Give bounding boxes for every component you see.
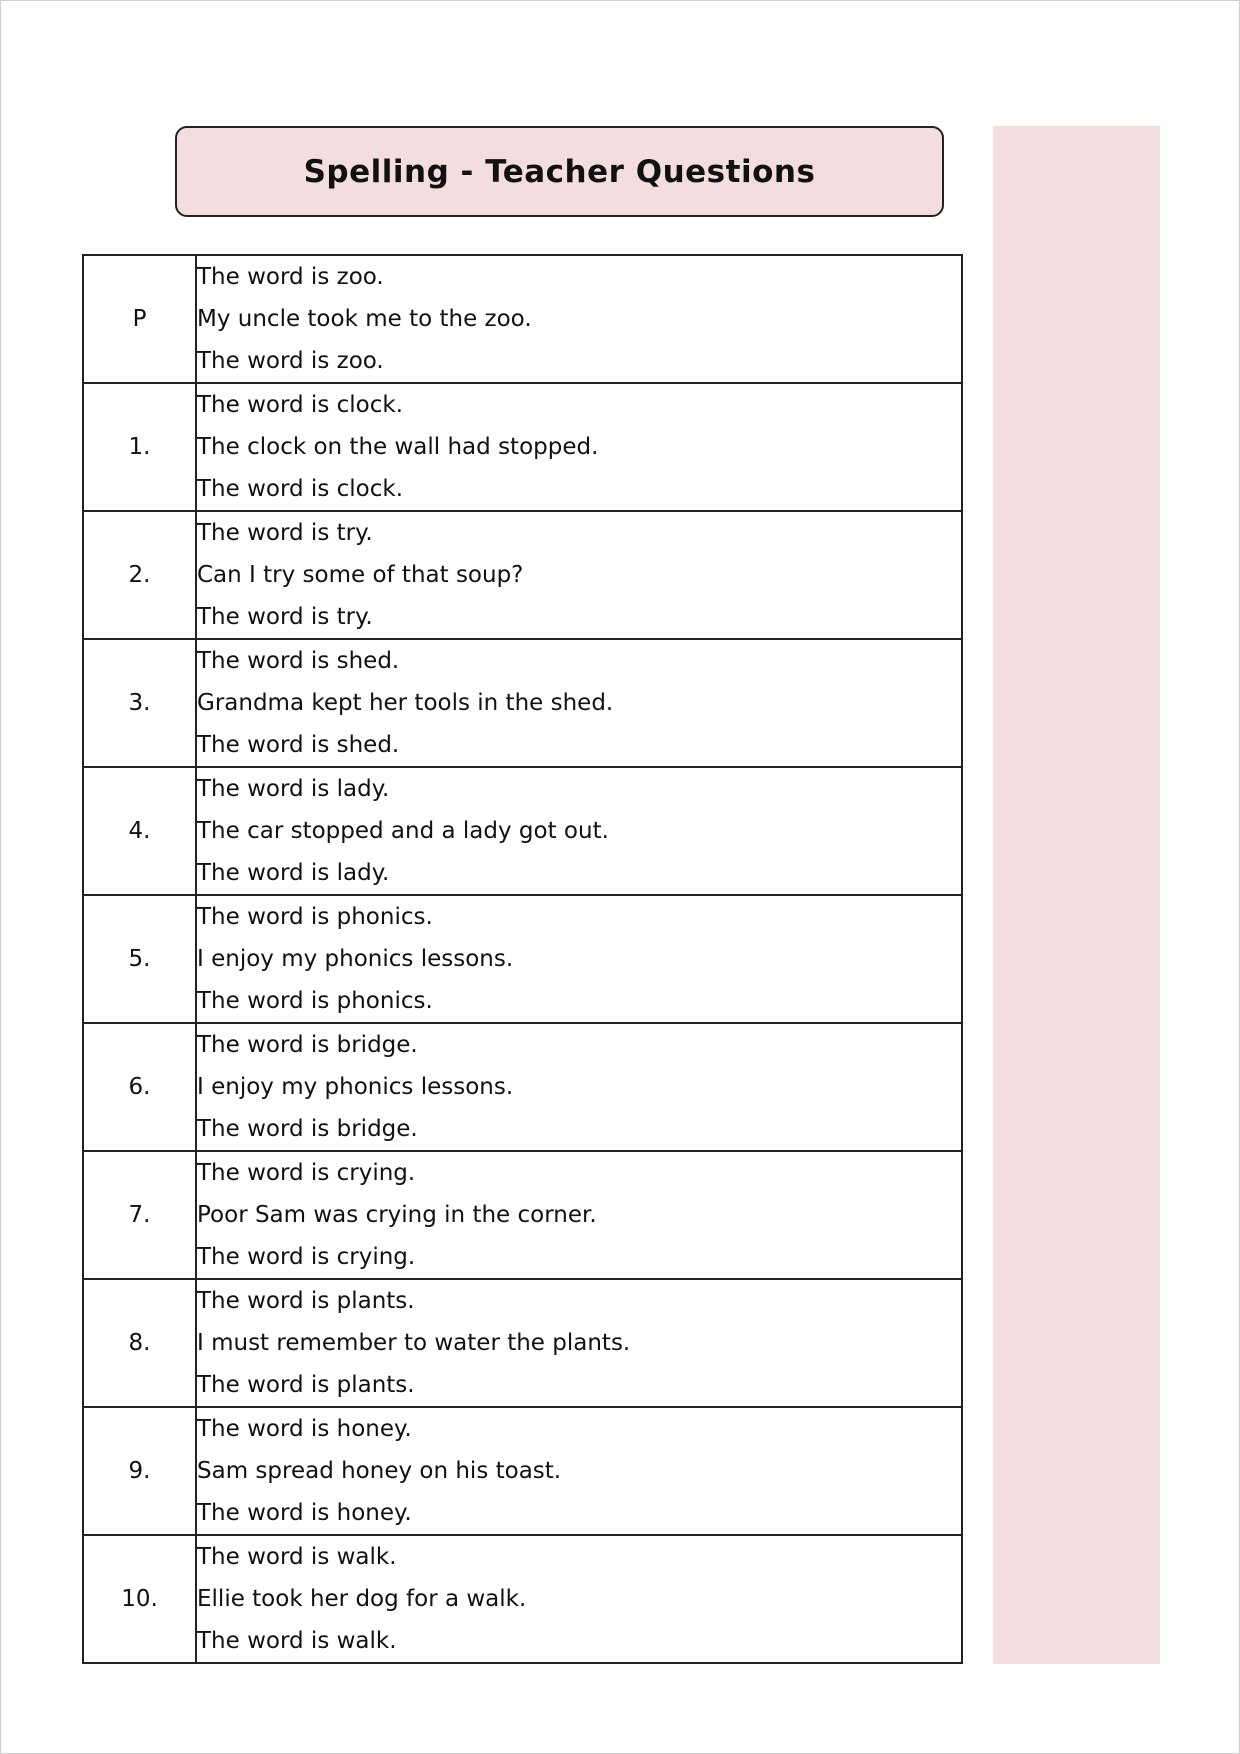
word-line: The word is plants. <box>197 1288 415 1314</box>
table-row <box>83 639 962 767</box>
question-number: 2. <box>83 511 196 639</box>
table-row <box>83 895 962 1023</box>
table-row <box>83 511 962 639</box>
table-row <box>83 1279 962 1407</box>
question-text <box>196 767 962 895</box>
page-title: Spelling - Teacher Questions <box>303 153 816 190</box>
question-text <box>196 1407 962 1535</box>
question-text <box>196 1023 962 1151</box>
question-number: 9. <box>83 1407 196 1535</box>
word-line: The word is bridge. <box>197 1116 418 1142</box>
question-number: 3. <box>83 639 196 767</box>
table-row <box>83 1535 962 1663</box>
question-number: 4. <box>83 767 196 895</box>
sentence-line: Can I try some of that soup? <box>197 562 524 588</box>
word-line: The word is walk. <box>197 1544 397 1570</box>
question-number: 1. <box>83 383 196 511</box>
question-text <box>196 1279 962 1407</box>
table-row <box>83 255 962 383</box>
word-line: The word is honey. <box>197 1416 412 1442</box>
word-line: The word is zoo. <box>197 348 384 374</box>
word-line: The word is phonics. <box>197 904 433 930</box>
sentence-line: Ellie took her dog for a walk. <box>197 1586 527 1612</box>
question-text <box>196 895 962 1023</box>
sentence-line: Poor Sam was crying in the corner. <box>197 1202 597 1228</box>
word-line: The word is bridge. <box>197 1032 418 1058</box>
question-text <box>196 255 962 383</box>
word-line: The word is honey. <box>197 1500 412 1526</box>
sentence-line: Sam spread honey on his toast. <box>197 1458 562 1484</box>
table-row <box>83 1151 962 1279</box>
word-line: The word is walk. <box>197 1628 397 1654</box>
word-line: The word is shed. <box>197 732 400 758</box>
question-number: 6. <box>83 1023 196 1151</box>
word-line: The word is try. <box>197 520 373 546</box>
word-line: The word is crying. <box>197 1160 416 1186</box>
word-line: The word is clock. <box>197 392 404 418</box>
word-line: The word is plants. <box>197 1372 415 1398</box>
word-line: The word is shed. <box>197 648 400 674</box>
side-panel <box>993 126 1160 1664</box>
question-number: 8. <box>83 1279 196 1407</box>
question-number: P <box>83 255 196 383</box>
table-row <box>83 1023 962 1151</box>
sentence-line: The car stopped and a lady got out. <box>197 818 609 844</box>
word-line: The word is try. <box>197 604 373 630</box>
word-line: The word is phonics. <box>197 988 433 1014</box>
word-line: The word is clock. <box>197 476 404 502</box>
word-line: The word is zoo. <box>197 264 384 290</box>
questions-table <box>82 254 963 1664</box>
question-number: 10. <box>83 1535 196 1663</box>
question-text <box>196 639 962 767</box>
question-text <box>196 1535 962 1663</box>
title-box <box>175 126 944 217</box>
sentence-line: My uncle took me to the zoo. <box>197 306 532 332</box>
sentence-line: Grandma kept her tools in the shed. <box>197 690 614 716</box>
sentence-line: The clock on the wall had stopped. <box>197 434 599 460</box>
question-text <box>196 511 962 639</box>
word-line: The word is crying. <box>197 1244 416 1270</box>
word-line: The word is lady. <box>197 860 390 886</box>
table-row <box>83 1407 962 1535</box>
table-row <box>83 767 962 895</box>
table-row <box>83 383 962 511</box>
sentence-line: I enjoy my phonics lessons. <box>197 1074 514 1100</box>
sentence-line: I enjoy my phonics lessons. <box>197 946 514 972</box>
question-text <box>196 1151 962 1279</box>
question-text <box>196 383 962 511</box>
question-number: 5. <box>83 895 196 1023</box>
sentence-line: I must remember to water the plants. <box>197 1330 631 1356</box>
word-line: The word is lady. <box>197 776 390 802</box>
question-number: 7. <box>83 1151 196 1279</box>
